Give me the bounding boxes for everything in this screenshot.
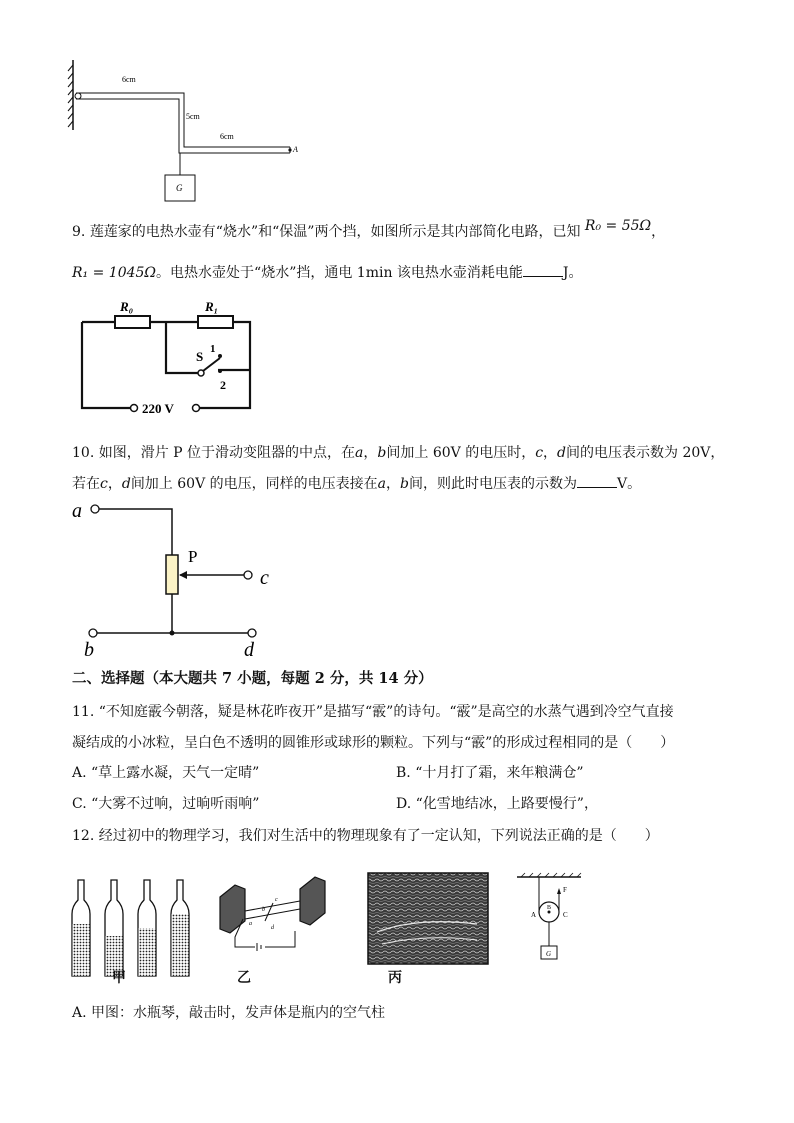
label-switch: S bbox=[196, 349, 204, 364]
point-a-label: A bbox=[293, 145, 298, 154]
q9-circuit-figure bbox=[70, 298, 270, 418]
rails bbox=[245, 901, 300, 921]
force-arrow bbox=[557, 888, 561, 894]
switch-contact-2 bbox=[218, 369, 222, 373]
pulley-label-f: F bbox=[563, 886, 567, 894]
label-d: d bbox=[244, 639, 254, 661]
bottle-1[interactable] bbox=[72, 880, 90, 976]
q12-fig-photo bbox=[367, 872, 489, 965]
q9-line1 bbox=[72, 218, 666, 242]
q9-text-line1: 莲莲家的电热水壶有“烧水”和“保温”两个挡，如图所示是其内部简化电路，已知 bbox=[89, 224, 581, 240]
label-r1: R₁ bbox=[205, 299, 219, 314]
label-a: a bbox=[72, 500, 82, 522]
q10-line2a: 若在 bbox=[72, 476, 100, 492]
fig-label-yi: 乙 bbox=[237, 970, 251, 986]
lever-figure bbox=[60, 55, 310, 210]
q10-d: d bbox=[121, 476, 131, 492]
fig-label-bing: 丙 bbox=[388, 970, 402, 986]
q10-sep: ， bbox=[363, 445, 378, 461]
q11-option-d[interactable]: D. “化雪地结冰，上路要慢行”， bbox=[396, 796, 598, 812]
resistor-r0 bbox=[115, 316, 150, 328]
q10-line2c: 间，则此时电压表的示数为 bbox=[408, 476, 577, 492]
q9-line2 bbox=[72, 262, 583, 283]
q10-answer-blank[interactable] bbox=[577, 473, 617, 488]
switch-blade[interactable] bbox=[203, 358, 220, 371]
q9-text-line2a: 。电热水壶处于“烧水”挡，通电 1min 该电热水壶消耗电能 bbox=[156, 265, 523, 281]
label-r0: R₀ bbox=[120, 299, 134, 314]
q10-a: a bbox=[355, 445, 364, 461]
q10-line2 bbox=[72, 473, 641, 494]
q10-line1b: 间加上 60V 的电压时， bbox=[386, 445, 536, 461]
q12-fig-magnet bbox=[215, 875, 330, 965]
pulley-label-a: A bbox=[531, 911, 537, 919]
q10-rheostat-figure bbox=[70, 498, 280, 663]
q12-fig-pulley bbox=[515, 872, 585, 967]
terminal-left bbox=[131, 405, 138, 412]
q11-option-a[interactable]: A. “草上露水凝，天气一定晴” bbox=[72, 765, 260, 781]
q10-line1a: 如图，滑片 P 位于滑动变阻器的中点，在 bbox=[98, 445, 356, 461]
point-a-dot bbox=[288, 148, 291, 151]
q10-line1c: 间的电压表示数为 20V， bbox=[566, 445, 725, 461]
terminal-d bbox=[248, 629, 256, 637]
q10-number: 10. bbox=[72, 445, 95, 461]
label-c: c bbox=[260, 567, 269, 589]
switch-contact-1 bbox=[218, 354, 222, 358]
junction-dot bbox=[170, 631, 175, 636]
magnet-right bbox=[300, 877, 325, 925]
terminal-a bbox=[91, 505, 99, 513]
bottle-4[interactable] bbox=[171, 880, 189, 976]
q9-number: 9. bbox=[72, 224, 86, 240]
q10-b: b bbox=[400, 476, 409, 492]
q11-option-c[interactable]: C. “大雾不过响，过晌听雨响” bbox=[72, 796, 260, 812]
circuit-below bbox=[235, 919, 295, 951]
q10-d: d bbox=[557, 445, 567, 461]
svg-text:c: c bbox=[275, 897, 278, 903]
q10-c: c bbox=[535, 445, 544, 461]
pulley-label-b: B bbox=[547, 905, 552, 911]
q12-option-a[interactable]: A. 甲图：水瓶琴，敲击时，发声体是瓶内的空气柱 bbox=[72, 1005, 386, 1021]
bent-rod bbox=[76, 93, 290, 153]
label-b: b bbox=[84, 639, 94, 661]
q10-sep: ， bbox=[107, 476, 122, 492]
q12-line1: 12. 经过初中的物理学习，我们对生活中的物理现象有了一定认知，下列说法正确的是（ ） bbox=[72, 828, 659, 844]
q10-c: c bbox=[100, 476, 108, 492]
terminal-right bbox=[193, 405, 200, 412]
q10-b: b bbox=[377, 445, 387, 461]
q10-line2d: V。 bbox=[616, 476, 642, 492]
q10-line1 bbox=[72, 443, 724, 463]
magnet-left bbox=[220, 885, 245, 933]
q9-r1-formula: R₁ = 1045Ω bbox=[72, 265, 157, 281]
dim-vertical-label: 5cm bbox=[186, 112, 200, 121]
slider-arrow[interactable] bbox=[179, 571, 187, 579]
q9-text-line2b: J。 bbox=[562, 265, 583, 281]
pulley-label-c: C bbox=[563, 911, 568, 919]
q10-sep: ， bbox=[386, 476, 400, 492]
rheostat-body bbox=[166, 555, 178, 594]
label-p: P bbox=[188, 547, 198, 566]
dim-bottom-label: 6cm bbox=[220, 132, 234, 141]
svg-text:d: d bbox=[271, 925, 274, 931]
section2-title: 二、选择题（本大题共 7 小题，每题 2 分，共 14 分） bbox=[72, 670, 433, 687]
weight-label: G bbox=[176, 183, 183, 193]
bottle-2[interactable] bbox=[105, 880, 123, 976]
label-pos2: 2 bbox=[220, 378, 226, 392]
pulley-label-g: G bbox=[546, 950, 552, 958]
q11-line2: 凝结成的小冰粒，呈白色不透明的圆锥形或球形的颗粒。下列与“霰”的形成过程相同的是（ ） bbox=[72, 735, 675, 751]
q9-r0-formula: R₀ = 55Ω bbox=[584, 218, 652, 234]
fig-label-jia: 甲 bbox=[112, 970, 126, 986]
terminal-c bbox=[244, 571, 252, 579]
q10-a: a bbox=[377, 476, 386, 492]
circuit-wires bbox=[82, 322, 250, 408]
q10-line2b: 间加上 60V 的电压，同样的电压表接在 bbox=[130, 476, 378, 492]
pivot bbox=[75, 93, 81, 99]
q10-sep: ， bbox=[543, 445, 558, 461]
q11-option-b[interactable]: B. “十月打了霜，来年粮满仓” bbox=[396, 765, 584, 781]
svg-text:a: a bbox=[249, 921, 252, 927]
q9-answer-blank[interactable] bbox=[523, 262, 563, 277]
dim-top-label: 6cm bbox=[122, 75, 136, 84]
label-pos1: 1 bbox=[210, 343, 216, 355]
photo-frame bbox=[368, 873, 488, 964]
q9-comma: ， bbox=[651, 224, 666, 240]
q12-fig-bottles bbox=[70, 872, 200, 987]
q11-line1: 11. “不知庭霰今朝落，疑是林花昨夜开”是描写“霰”的诗句。“霰”是高空的水蒸气遇到冷空气直接 bbox=[72, 704, 674, 720]
label-source: 220 V bbox=[142, 401, 174, 416]
terminal-b bbox=[89, 629, 97, 637]
resistor-r1 bbox=[198, 316, 233, 328]
svg-text:b: b bbox=[262, 907, 265, 913]
bottle-3[interactable] bbox=[138, 880, 156, 976]
